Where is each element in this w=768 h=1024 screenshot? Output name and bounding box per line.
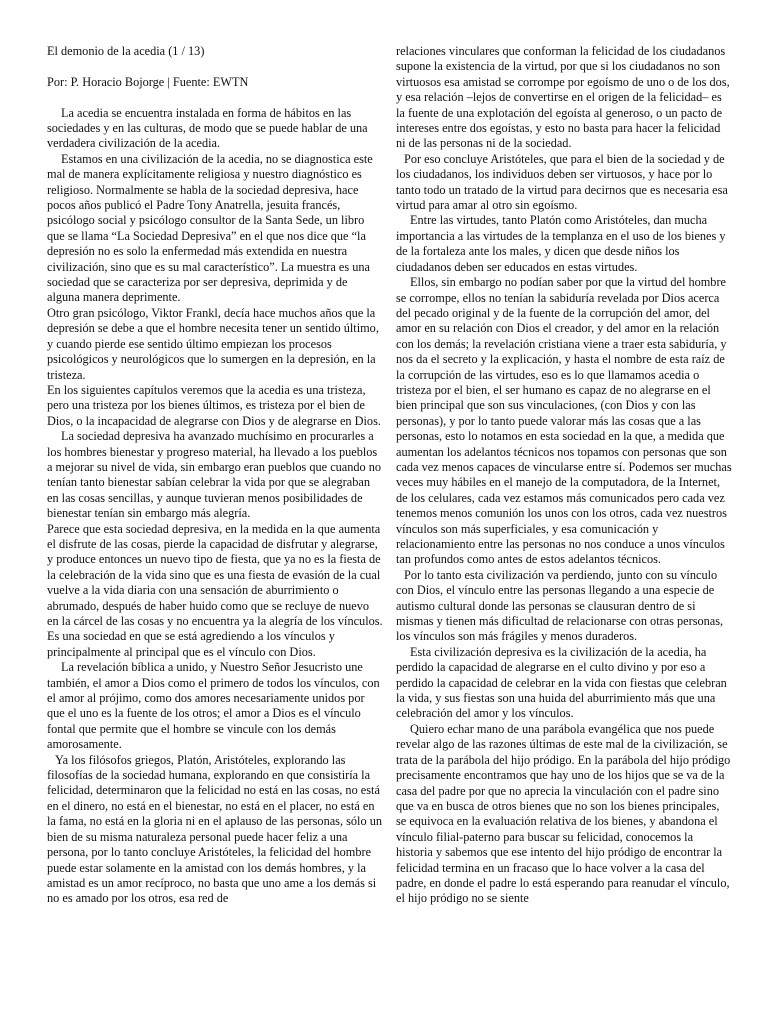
paragraph: Ya los filósofos griegos, Platón, Aristóteles, explorando las filosofías de la sociedad humana, explorando en que consistiría la felicidad, determinaron que la felicidad no está en las cosas, no está en el dinero, no está en el bienestar, no está en el placer, no está en la fama, no está en la gloria ni en el aplauso de las personas, sólo un bien de su misma naturaleza personal puede hacer feliz a una persona, por lo tanto concluye Aristóteles, la felicidad del hombre puede estar solamente en la amistad con los demás hombres, y la amistad es un amor recíproco, no basta que uno ame a los demás si no es amado por los otros, esa red de [47, 752, 382, 906]
paragraph: Ellos, sin embargo no podían saber por que la virtud del hombre se corrompe, ellos no tenían la sabiduría revelada por Dios acerca del pecado original y de la fuente de la corrupción del amor, del amor en su relación con Dios el creador, y del amor en la relación con los demás; la revelación cristiana viene a traer esta sabiduría, y nos da el secreto y la explicación, y hasta el nombre de esta raíz de la corrupción de las virtudes, eso es lo que llamamos acedia o tristeza por el bien, el ser humano es capaz de no alegrarse en el bien principal que son sus vinculaciones, (con Dios y con las personas), y por lo tanto puede valorar más las cosas que a las personas, esto lo notamos en esta sociedad en la que, a medida que aumentan los adelantos técnicos nos topamos con personas que son cada vez menos capaces de vincularse entre sí. Podemos ser muchas veces muy hábiles en el manejo de la computadora, de la Internet, de los celulares, cada vez estamos más comunicados pero cada vez tenemos menos comunión los unos con los otros, cada vez nuestros vínculos son más superficiales, y esa comunicación y relacionamiento entre las personas no nos conduce a unos vínculos tan profundos como antes de estos adelantos técnicos. [396, 275, 732, 567]
paragraph: Por eso concluye Aristóteles, que para el bien de la sociedad y de los ciudadanos, los individuos deben ser virtuosos, y hace por lo tanto todo un tratado de la virtud para decirnos que es necesaria esa virtud para amar al otro sin egoísmo. [396, 151, 728, 213]
paragraph: Esta civilización depresiva es la civilización de la acedia, ha perdido la capacidad de alegrarse en el culto divino y por eso a perdido la capacidad de celebrar en la vida con fiestas que celebran la vida, y sus fiestas son una huida del aburrimiento más que una celebración del amor y los vínculos. [396, 644, 727, 721]
paragraph: La revelación bíblica a unido, y Nuestro Señor Jesucristo une también, el amor a Dios como el primero de todos los vínculos, con el amor al prójimo, como dos amores necesariamente unidos por que el uno es la fuente de los otros; el amor a Dios es el vínculo fontal que permite que el hombre se vincule con los demás amorosamente. [47, 660, 380, 752]
paragraph: Parece que esta sociedad depresiva, en la medida en la que aumenta el disfrute de las cosas, pierde la capacidad de disfrutar y alegrarse, y produce entonces un nuevo tipo de fiesta, que ya no es la fiesta de la celebración de la vida sino que es una fiesta de evasión de la cual vuelve a la vida diaria con una sensación de aburrimiento o abrumado, después de haber huido como que se recluye de nuevo en la cárcel de las cosas y no encuentra ya la alegría de los vínculos. Es una sociedad en que se está agrediendo a los vínculos y principalmente al principal que es el vínculo con Dios. [47, 521, 383, 659]
paragraph: En los siguientes capítulos veremos que la acedia es una tristeza, pero una tristeza por los bienes últimos, es tristeza por el bien de Dios, o la incapacidad de alegrarse con Dios y de alegrarse en Dios. [47, 382, 381, 428]
paragraph: Quiero echar mano de una parábola evangélica que nos puede revelar algo de las razones últimas de este mal de la civilización, se trata de la parábola del hijo pródigo. En la parábola del hijo pródigo precisamente encontramos que hay uno de los hijos que se va de la casa del padre por que no aprecia la vinculación con el padre sino que va en busca de otros bienes que no son los bienes principales, se equivoca en la evaluación relativa de los bienes, y abandona el vínculo filial-paterno para buscar su felicidad, conocemos la historia y sabemos que ese intento del hijo pródigo de encontrar la felicidad termina en un fracaso que lo hace volver a la casa del padre, en donde el padre lo está esperando para reanudar el vínculo, el hijo pródigo no se siente [396, 721, 731, 906]
left-column [47, 44, 383, 907]
document-byline: Por: P. Horacio Bojorge | Fuente: EWTN [47, 74, 249, 89]
paragraph: relaciones vinculares que conforman la felicidad de los ciudadanos supone la existencia de la virtud, por que si los ciudadanos no son virtuosos esa amistad se corrompe por egoísmo de uno o de los dos, y esa relación –lejos de convertirse en el origen de la felicidad– es la fuente de una explotación del egoísta al generoso, o un pacto de intereses entre dos egoístas, y esto no basta para hacer la felicidad ni de las personas ni de la sociedad. [396, 44, 730, 151]
paragraph: La sociedad depresiva ha avanzado muchísimo en procurarles a los hombres bienestar y progreso material, ha llevado a los pueblos a mejorar su nivel de vida, sin embargo eran pueblos que cuando no tenían tanto bienestar sabían celebrar la vida por que se alegraban en las cosas sencillas, y aunque tuvieran menos posibilidades de bienestar tenían sin embargo más alegría. [47, 429, 382, 521]
paragraph: Por lo tanto esta civilización va perdiendo, junto con su vínculo con Dios, el vínculo entre las personas llegando a una especie de autismo cultural donde las personas se clausuran dentro de si mismas y tienen más dificultad de relacionarse con otras personas, los vínculos son más frágiles y menos duraderos. [396, 567, 724, 644]
paragraph: Entre las virtudes, tanto Platón como Aristóteles, dan mucha importancia a las virtudes de la templanza en el uso de los bienes y de la fortaleza ante los males, y dicen que desde niños los ciudadanos deben ser educados en estas virtudes. [396, 213, 726, 274]
paragraph: Otro gran psicólogo, Viktor Frankl, decía hace muchos años que la depresión se debe a que el hombre necesita tener un sentido último, y cuando pierde ese sentido último empiezan los procesos psicológicos y neurológicos que lo sumergen en la depresión, en la tristeza. [47, 305, 379, 382]
document-title: El demonio de la acedia (1 / 13) [47, 44, 205, 58]
paragraph: Estamos en una civilización de la acedia, no se diagnostica este mal de manera explícitamente religiosa y nuestro diagnóstico es religioso. Normalmente se habla de la sociedad depresiva, hace pocos años publicó el Padre Tony Anatrella, jesuita francés, psicólogo social y psicólogo consultor de la Santa Sede, un libro que se llama “La Sociedad Depresiva” en el que nos dice que “la depresión no es solo la enfermedad más extendida en nuestra civilización, sino que es su mal característico”. La muestra es una sociedad que se caracteriza por ser depresiva, deprimida y de alguna manera deprimente. [47, 151, 373, 305]
paragraph: La acedia se encuentra instalada en forma de hábitos en las sociedades y en las culturas, de modo que se puede hablar de una verdadera civilización de la acedia. [47, 105, 368, 151]
right-column [396, 44, 732, 907]
